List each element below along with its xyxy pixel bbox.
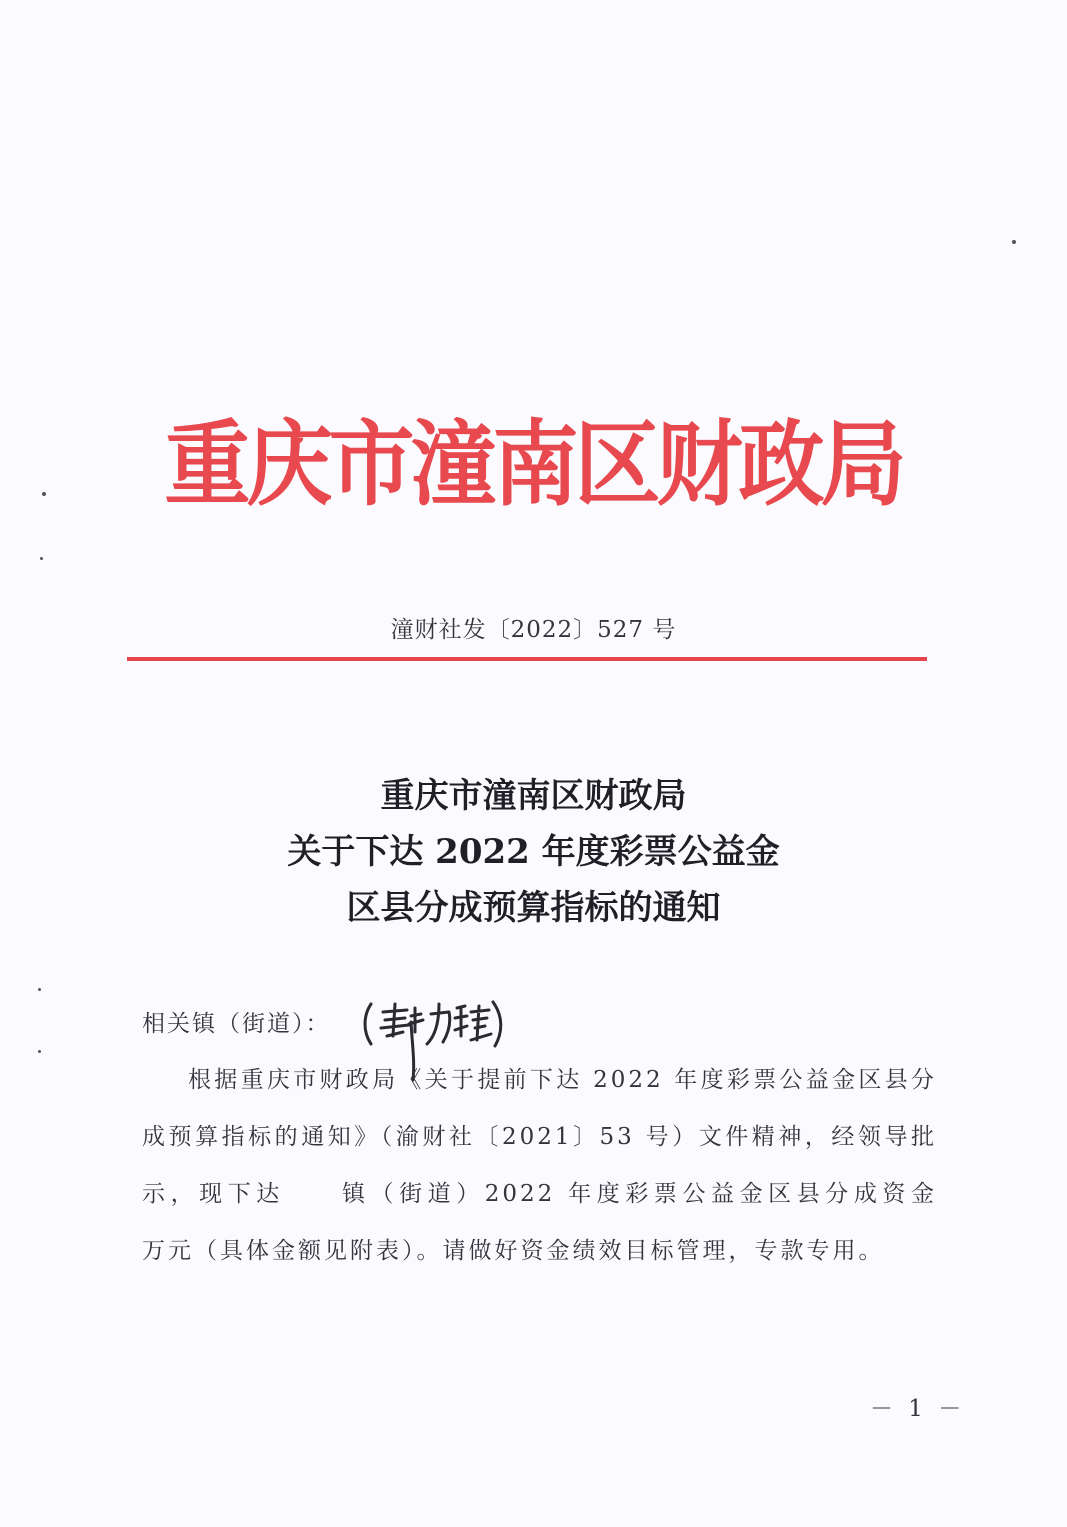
scan-speck [38,988,41,991]
title-line-3: 区县分成预算指标的通知 [346,888,721,928]
body-paragraph: 根据重庆市财政局《关于提前下达 2022 年度彩票公益金区县分成预算指标的通知》（渝财社〔2021〕53 号）文件精神，经领导批示，现下达 镇（街道）2022 年度彩票公益金区县分成资金 万元（具体金额见附表）。请做好资金绩效目标管理，专款专用。 [142,1067,989,1264]
document-number: 潼财社发〔2022〕527 号 [390,617,677,643]
scan-speck [38,1050,41,1053]
page-number: － 1 － [870,1396,966,1422]
title-line-1: 重庆市潼南区财政局 [380,776,687,816]
letterhead-agency-name: 重庆市潼南区财政局 [164,410,903,520]
title-line-2: 关于下达 2022 年度彩票公益金 [287,832,780,872]
scan-speck [40,557,43,560]
red-separator-line [127,657,927,661]
scan-speck [42,492,46,496]
salutation: 相关镇（街道）： [142,1011,331,1037]
document-title [0,768,1067,936]
scan-speck [1012,240,1016,244]
